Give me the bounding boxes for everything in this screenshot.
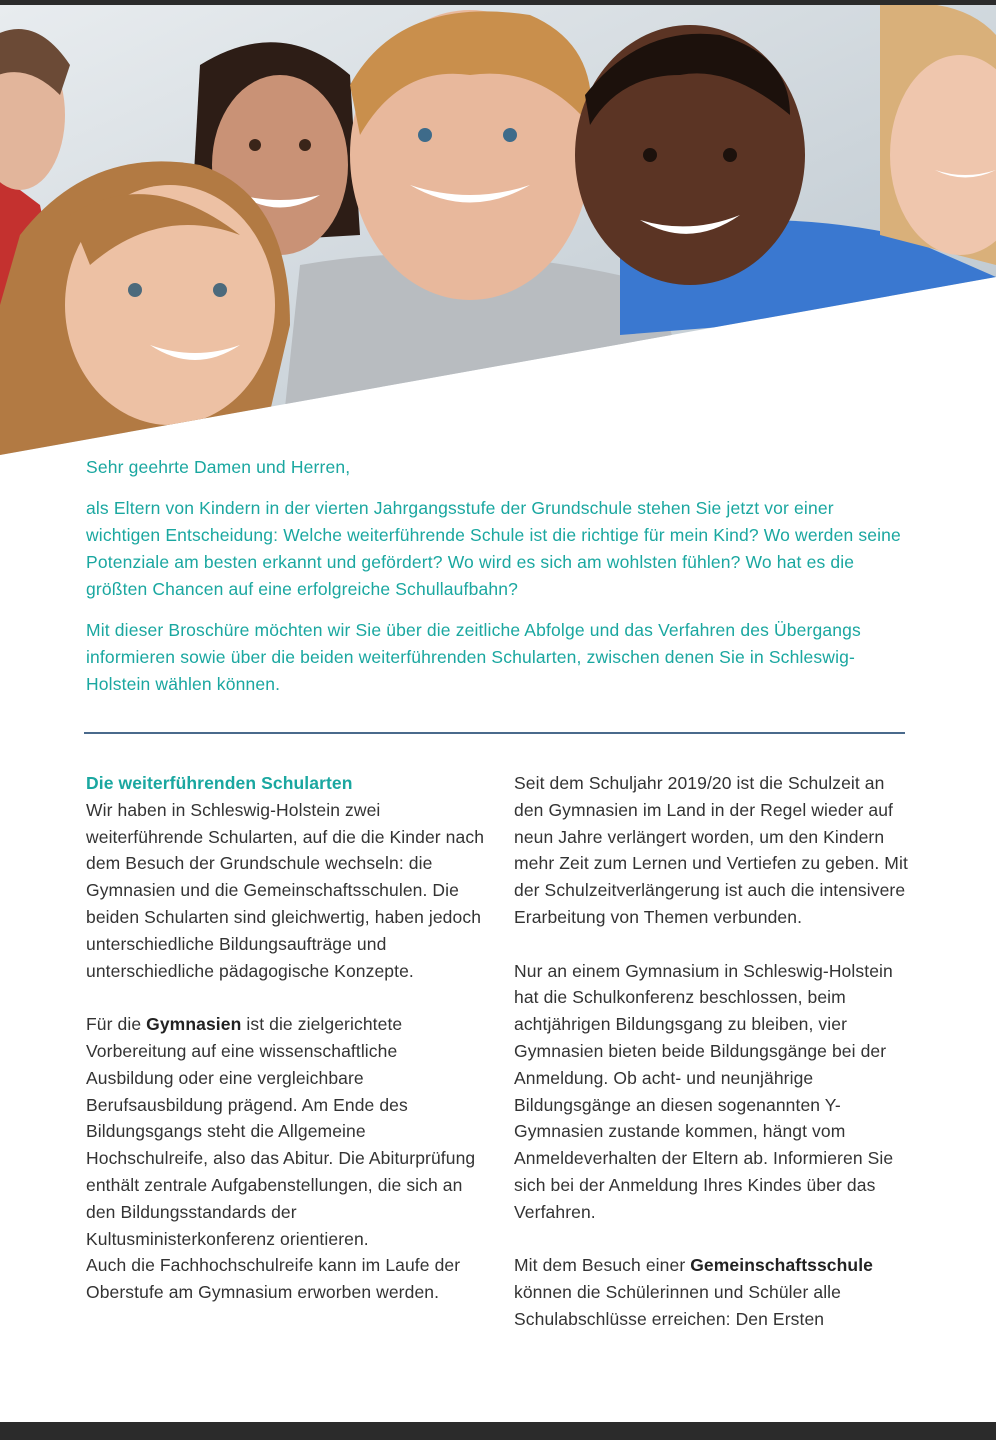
intro-paragraph-1: als Eltern von Kindern in der vierten Jahrgangsstufe der Grundschule stehen Sie jetzt vor einer wichtigen Entscheidung: Welche weiterführende Schule ist die richtige für mein Kind? Wo werden seine Potenziale am besten erkannt und gefördert? Wo wird es sich am wohlsten fühlen? Wo hat es die größten Chancen auf eine erfolgreiche Schullaufbahn? — [86, 498, 901, 599]
left-column — [86, 770, 486, 1333]
child-far-right — [880, 5, 996, 265]
bottom-bar — [0, 1422, 996, 1440]
right-paragraph-1: Seit dem Schuljahr 2019/20 ist die Schulzeit an den Gymnasien im Land in der Regel wieder auf neun Jahre verlängert worden, um den Kindern mehr Zeit zum Lernen und Vertiefen zu geben. Mit der Schulzeitverlängerung ist auch die intensivere Erarbeitung von Themen verbunden. — [514, 773, 908, 927]
divider — [84, 732, 905, 734]
greeting: Sehr geehrte Damen und Herren, — [86, 457, 351, 477]
left-paragraph-3: Auch die Fachhochschulreife kann im Laufe der Oberstufe am Gymnasium erworben werden. — [86, 1255, 461, 1303]
right-paragraph-3 — [514, 1252, 914, 1332]
term-gymnasien: Gymnasien — [146, 1014, 242, 1035]
intro-paragraph-2: Mit dieser Broschüre möchten wir Sie über die zeitliche Abfolge und das Verfahren des Übergangs informieren sowie über die beiden weiterführenden Schularten, zwischen denen Sie in Schleswig-Holstein wählen können. — [86, 620, 861, 694]
section-heading: Die weiterführenden Schularten — [86, 773, 353, 793]
text-run: Mit dem Besuch einer — [514, 1255, 691, 1276]
right-column — [514, 770, 914, 1360]
hero-illustration — [0, 5, 996, 455]
left-paragraph-1: Wir haben in Schleswig-Holstein zwei weiterführende Schularten, auf die die Kinder nach dem Besuch der Grundschule wechseln: die Gymnasien und die Gemeinschaftsschulen. Die beiden Schularten sind gleichwertig, haben jedoch unterschiedliche Bildungsaufträge und unterschiedliche pädagogische Konzepte. — [86, 799, 485, 981]
text-run: Für die — [86, 1014, 147, 1035]
term-gemeinschaftsschule: Gemeinschaftsschule — [690, 1255, 874, 1276]
left-paragraph-2 — [86, 1011, 486, 1252]
right-paragraph-2: Nur an einem Gymnasium in Schleswig-Holstein hat die Schulkonferenz beschlossen, beim achtjährigen Bildungsgang zu bleiben, vier Gymnasien bieten beide Bildungsgänge bei der Anmeldung. Ob acht- und neunjährige Bildungsgänge an diesen sogenannten Y-Gymnasien zustande kommen, hängt vom Anmeldeverhalten der Eltern ab. Informieren Sie sich bei der Anmeldung Ihres Kindes über das Verfahren. — [514, 960, 894, 1222]
intro-text — [86, 454, 906, 712]
hero-photo — [0, 5, 996, 455]
text-run: können die Schülerinnen und Schüler alle Schulabschlüsse erreichen: Den Ersten — [514, 1282, 842, 1329]
text-run: ist die zielgerichtete Vorbereitung auf eine wissenschaftliche Ausbildung oder eine vergleichbare Berufsausbildung prägend. Am Ende des Bildungsgangs steht die Allgemeine Hochschulreife, also das Abitur. Die Abiturprüfung enthält zentrale Aufgabenstellungen, die sich an den Bildungsstandards der Kultusministerkonferenz orientieren. — [86, 1014, 476, 1249]
